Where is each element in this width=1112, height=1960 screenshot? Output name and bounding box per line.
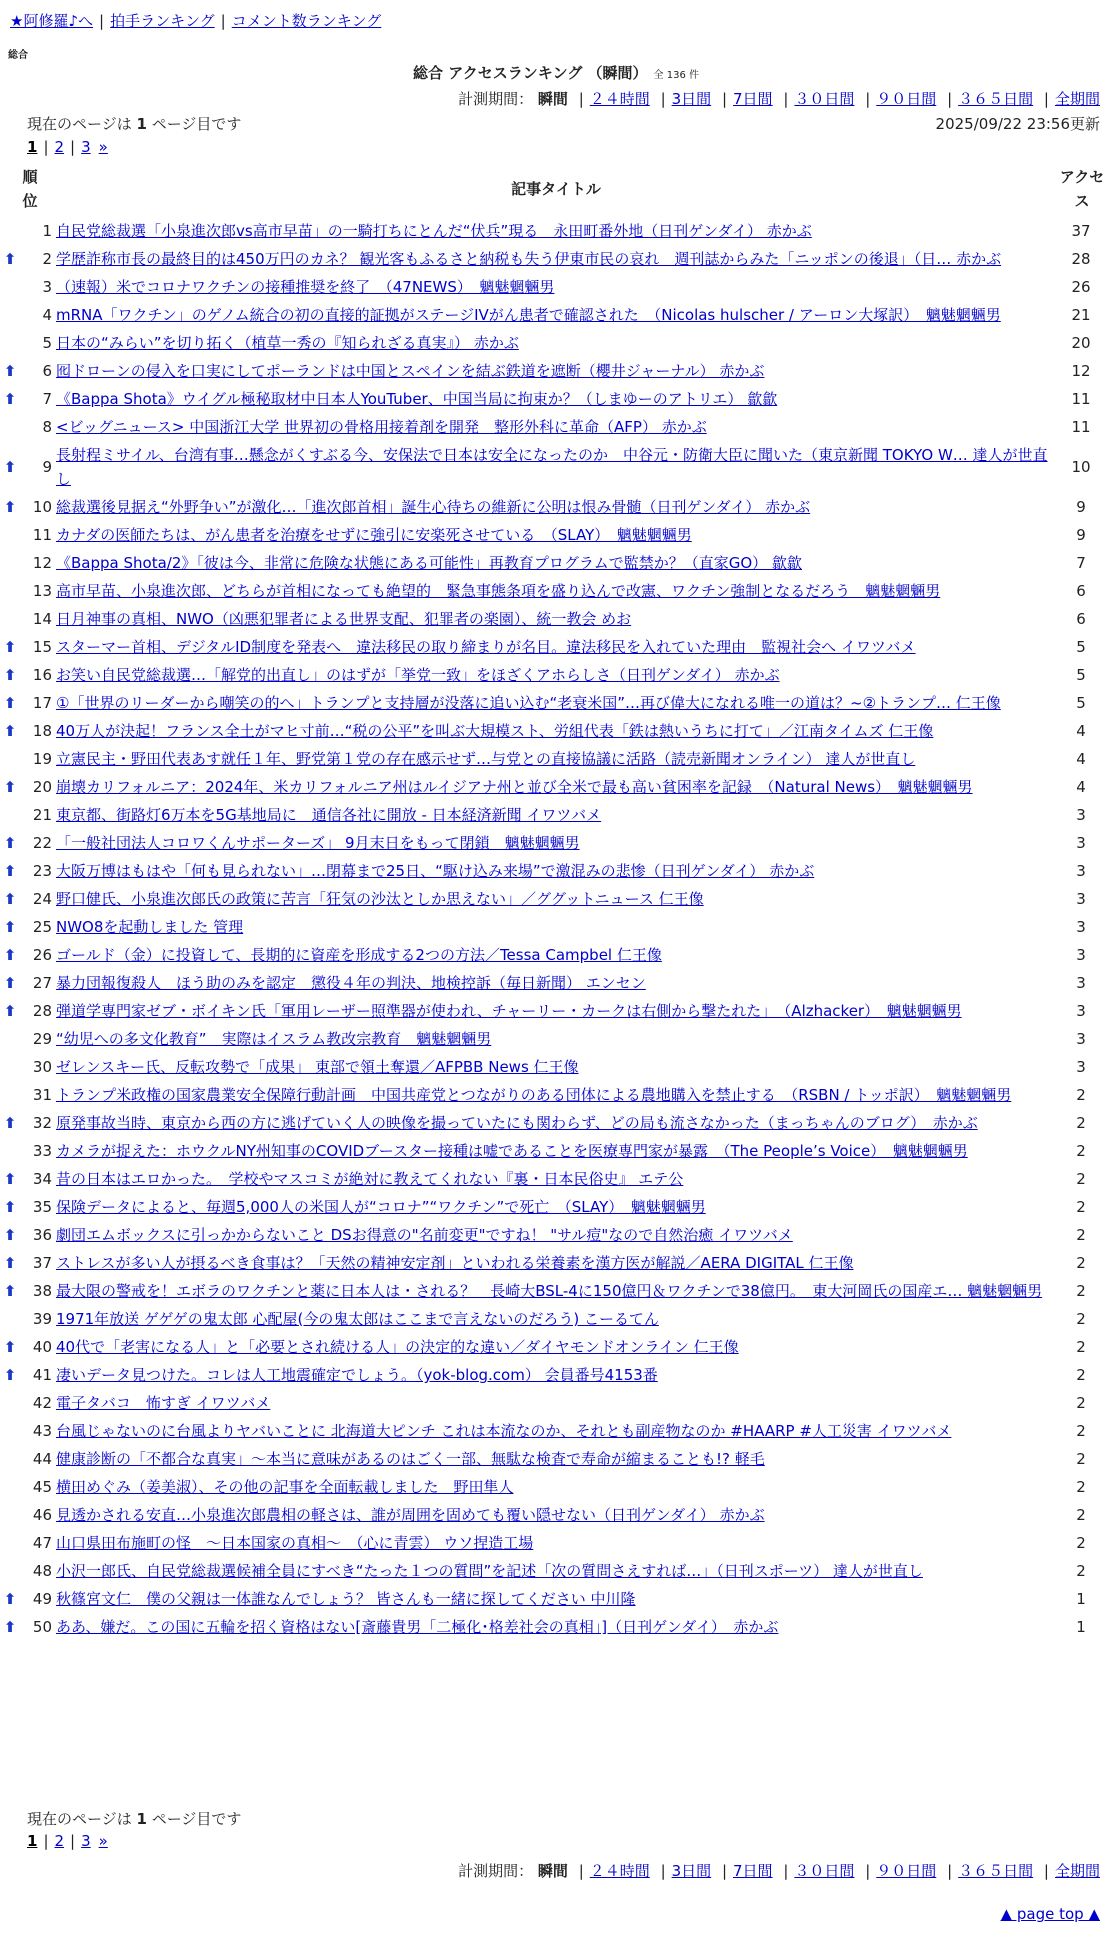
- period-separator: |: [721, 90, 728, 108]
- period-separator: |: [947, 90, 953, 108]
- table-row: [0, 1193, 1112, 1221]
- pager-next[interactable]: »: [98, 138, 108, 156]
- rank-up-arrow-icon: ⬆: [3, 834, 17, 852]
- period-separator: |: [1043, 1862, 1049, 1880]
- table-row: [0, 717, 1112, 745]
- rank-number: 27: [32, 974, 52, 992]
- rank-up-arrow-icon: ⬆: [3, 862, 17, 880]
- article-link[interactable]: 日月神事の真相、NWO（凶悪犯罪者による世界支配、犯罪者の楽園）、統一教会 めお: [56, 610, 632, 628]
- rank-number: 6: [42, 362, 52, 380]
- updated-timestamp: 2025/09/22 23:56更新: [935, 115, 1100, 133]
- ranking-table: [0, 217, 1112, 1641]
- access-count: 2: [1076, 1534, 1086, 1552]
- article-link[interactable]: 大阪万博はもはや「何も見られない」…閉幕まで25日、“駆け込み来場”で激混みの悲惨（日刊ゲンダイ） 赤かぶ: [56, 862, 815, 880]
- table-row: [0, 1221, 1112, 1249]
- article-link[interactable]: トランプ米政権の国家農業安全保障行動計画 中国共産党とつながりのある団体による農地購入を禁止する （RSBN / トッポ訳） 魑魅魍魎男: [56, 1086, 1012, 1104]
- access-count: 6: [1076, 582, 1086, 600]
- rank-number: 28: [32, 1002, 52, 1020]
- article-link[interactable]: 囮ドローンの侵入を口実にしてポーランドは中国とスペインを結ぶ鉄道を遮断（櫻井ジャーナル） 赤かぶ: [56, 362, 765, 380]
- article-link[interactable]: 長射程ミサイル、台湾有事…懸念がくすぶる今、安保法で日本は安全になったのか 中谷元・防衛大臣に聞いた（東京新聞 TOKYO W… 達人が世直し: [56, 446, 1048, 488]
- period-separator: |: [865, 1862, 871, 1880]
- rank-number: 23: [32, 862, 52, 880]
- period-separator: |: [578, 90, 584, 108]
- rank-up-arrow-icon: ⬆: [3, 1170, 17, 1188]
- article-link[interactable]: 崩壊カリフォルニア：2024年、米カリフォルニア州はルイジアナ州と並び全米で最も高い貧困率を記録 （Natural News） 魑魅魍魎男: [56, 778, 973, 796]
- access-count: 26: [1071, 278, 1091, 296]
- rank-number: 18: [32, 722, 52, 740]
- table-row: [0, 385, 1112, 413]
- access-count: 2: [1076, 1282, 1086, 1300]
- ranking-title: 総合 アクセスランキング （瞬間）: [413, 64, 648, 82]
- period-label: 計測期間：: [458, 1862, 534, 1880]
- table-row: [0, 1081, 1112, 1109]
- rank-number: 4: [42, 306, 52, 324]
- access-count: 2: [1076, 1506, 1086, 1524]
- table-row: [0, 1529, 1112, 1557]
- rank-up-arrow-icon: ⬆: [3, 390, 17, 408]
- table-row: [0, 1417, 1112, 1445]
- table-row: [0, 773, 1112, 801]
- header-rank: 順位: [22, 168, 38, 210]
- rank-number: 41: [32, 1366, 52, 1384]
- article-link[interactable]: 昔の日本はエロかった。 学校やマスコミが絶対に教えてくれない『裏・日本民俗史』 エテ公: [56, 1170, 684, 1188]
- article-link[interactable]: 劇団エムボックスに引っかからないこと DSお得意の"名前変更"ですね！ "サル痘"なので自然治癒 イワツバメ: [56, 1226, 793, 1244]
- period-link-30d[interactable]: ３０日間: [794, 1862, 855, 1880]
- access-count: 10: [1071, 458, 1091, 476]
- rank-up-arrow-icon: ⬆: [3, 694, 17, 712]
- rank-number: 26: [32, 946, 52, 964]
- period-link-24h[interactable]: ２４時間: [589, 90, 650, 108]
- article-link[interactable]: 《Bappa Shota/2》「彼は今、非常に危険な状態にある可能性」再教育プログラムで監禁か？（直家GO） 歙歙: [56, 554, 802, 572]
- access-count: 9: [1076, 526, 1086, 544]
- rank-number: 9: [42, 458, 52, 476]
- rank-up-arrow-icon: ⬆: [3, 890, 17, 908]
- access-count: 1: [1076, 1590, 1086, 1608]
- pager-separator: |: [43, 138, 49, 156]
- article-link[interactable]: 「一般社団法人コロワくんサポーターズ」 9月末日をもって閉鎖 魑魅魍魎男: [56, 834, 580, 852]
- access-count: 5: [1076, 666, 1086, 684]
- rank-number: 42: [32, 1394, 52, 1412]
- rank-number: 11: [32, 526, 52, 544]
- period-link-365d[interactable]: ３６５日間: [958, 90, 1034, 108]
- rank-number: 19: [32, 750, 52, 768]
- table-row: [0, 1305, 1112, 1333]
- article-link[interactable]: 《Bappa Shota》ウイグル極秘取材中日本人YouTuber、中国当局に拘束か？（しまゆーのアトリエ） 歙歙: [56, 390, 778, 408]
- rank-up-arrow-icon: ⬆: [3, 1002, 17, 1020]
- access-count: 2: [1076, 1562, 1086, 1580]
- rank-number: 50: [32, 1618, 52, 1636]
- table-row: [0, 493, 1112, 521]
- access-count: 3: [1076, 946, 1086, 964]
- rank-number: 20: [32, 778, 52, 796]
- article-link[interactable]: <ビッグニュース> 中国浙江大学 世界初の骨格用接着剤を開発 整形外科に革命（AFP） 赤かぶ: [56, 418, 707, 436]
- period-separator: |: [578, 1862, 584, 1880]
- article-link[interactable]: 総裁選後見据え“外野争い”が激化…「進次郎首相」誕生心待ちの維新に公明は恨み骨髄（日刊ゲンダイ） 赤かぶ: [56, 498, 811, 516]
- article-link[interactable]: 学歴詐称市長の最終目的は450万円のカネ？ 観光客もふるさと納税も失う伊東市民の哀れ 週刊誌からみた「ニッポンの後退」（日… 赤かぶ: [56, 250, 1002, 268]
- page-info-top: [27, 113, 241, 134]
- table-row: [0, 1389, 1112, 1417]
- rank-up-arrow-icon: ⬆: [3, 1590, 17, 1608]
- rank-number: 10: [32, 498, 52, 516]
- table-row: [0, 1249, 1112, 1277]
- period-link-24h[interactable]: ２４時間: [589, 1862, 650, 1880]
- access-count: 4: [1076, 778, 1086, 796]
- access-count: 3: [1076, 1030, 1086, 1048]
- period-link-90d[interactable]: ９０日間: [876, 90, 937, 108]
- period-link-365d[interactable]: ３６５日間: [958, 1862, 1034, 1880]
- table-row: [0, 1361, 1112, 1389]
- rank-up-arrow-icon: ⬆: [3, 946, 17, 964]
- article-link[interactable]: ゼレンスキー氏、反転攻勢で「成果」 東部で領土奪還／AFPBB News 仁王像: [56, 1058, 579, 1076]
- article-link[interactable]: 40代で「老害になる人」と「必要とされ続ける人」の決定的な違い／ダイヤモンドオンライン 仁王像: [56, 1338, 739, 1356]
- access-count: 3: [1076, 806, 1086, 824]
- access-count: 3: [1076, 890, 1086, 908]
- access-count: 2: [1076, 1366, 1086, 1384]
- rank-number: 7: [42, 390, 52, 408]
- page-info-suffix: ページ目です: [151, 1810, 242, 1828]
- article-link[interactable]: 山口県田布施町の怪 ～日本国家の真相～ （心に青雲） ウソ捏造工場: [56, 1534, 534, 1552]
- rank-number: 1: [42, 222, 52, 240]
- article-link[interactable]: （速報）米でコロナワクチンの接種推奨を終了 （47NEWS） 魑魅魍魎男: [56, 278, 555, 296]
- article-link[interactable]: ストレスが多い人が摂るべき食事は？「天然の精神安定剤」といわれる栄養素を漢方医が解説／AERA DIGITAL 仁王像: [56, 1254, 854, 1272]
- rank-number: 15: [32, 638, 52, 656]
- table-row: [0, 1025, 1112, 1053]
- period-separator: |: [1043, 90, 1049, 108]
- pager-current: 1: [27, 1832, 38, 1850]
- access-count: 2: [1076, 1114, 1086, 1132]
- rank-number: 40: [32, 1338, 52, 1356]
- rank-up-arrow-icon: ⬆: [3, 1198, 17, 1216]
- article-link[interactable]: 横田めぐみ（姜美淑）、その他の記事を全面転載しました 野田隼人: [56, 1478, 514, 1496]
- article-link[interactable]: 小沢一郎氏、自民党総裁選候補全員にすべき“たった１つの質問”を記述「次の質問さえすれば…」（日刊スポーツ） 達人が世直し: [56, 1562, 923, 1580]
- period-link-all[interactable]: 全期間: [1054, 90, 1100, 108]
- access-count: 2: [1076, 1142, 1086, 1160]
- period-link-3d[interactable]: 3日間: [671, 90, 712, 108]
- rank-number: 25: [32, 918, 52, 936]
- table-row: [0, 301, 1112, 329]
- table-row: [0, 245, 1112, 273]
- table-row: [0, 1585, 1112, 1613]
- period-separator: |: [865, 90, 871, 108]
- rank-number: 38: [32, 1282, 52, 1300]
- table-row: [0, 1109, 1112, 1137]
- rank-number: 32: [32, 1114, 52, 1132]
- table-row: [0, 997, 1112, 1025]
- pager-separator: |: [70, 138, 76, 156]
- article-link[interactable]: 台風じゃないのに台風よりヤバいことに 北海道大ピンチ これは本流なのか、それとも副産物なのか #HAARP #人工災害 イワツバメ: [56, 1422, 952, 1440]
- period-selector-top: [458, 88, 1100, 109]
- period-link-7d[interactable]: 7日間: [733, 1862, 773, 1880]
- rank-number: 5: [42, 334, 52, 352]
- rank-up-arrow-icon: ⬆: [3, 778, 17, 796]
- rank-number: 31: [32, 1086, 52, 1104]
- table-row: [0, 273, 1112, 301]
- article-link[interactable]: ①「世界のリーダーから嘲笑の的へ」トランプと支持層が没落に追い込む“老衰米国”…再び偉大になれる唯一の道は？~②トランプ… 仁王像: [56, 694, 1001, 712]
- access-count: 2: [1076, 1310, 1086, 1328]
- period-separator: |: [947, 1862, 953, 1880]
- article-link[interactable]: 最大限の警戒を！エボラのワクチンと薬に日本人は・される？ 長崎大BSL-4に150億円＆ワクチンで38億円。 東大河岡氏の国産エ… 魑魅魍魎男: [56, 1282, 1043, 1300]
- table-row: [0, 413, 1112, 441]
- rank-up-arrow-icon: ⬆: [3, 1226, 17, 1244]
- rank-up-arrow-icon: ⬆: [3, 666, 17, 684]
- access-count: 3: [1076, 1058, 1086, 1076]
- rank-number: 48: [32, 1562, 52, 1580]
- header-access: アクセス: [1059, 168, 1105, 210]
- article-link[interactable]: mRNA「ワクチン」のゲノム統合の初の直接的証拠がステージIVがん患者で確認された （Nicolas hulscher / アーロン大塚訳） 魑魅魍魎男: [56, 306, 1001, 324]
- table-row: [0, 1053, 1112, 1081]
- table-row: [0, 1445, 1112, 1473]
- table-row: [0, 801, 1112, 829]
- access-count: 4: [1076, 722, 1086, 740]
- nav-separator: |: [220, 12, 226, 30]
- table-row: [0, 745, 1112, 773]
- access-count: 12: [1071, 362, 1091, 380]
- period-link-7d[interactable]: 7日間: [733, 90, 773, 108]
- access-count: 3: [1076, 1002, 1086, 1020]
- table-row: [0, 661, 1112, 689]
- rank-number: 33: [32, 1142, 52, 1160]
- rank-number: 21: [32, 806, 52, 824]
- pager-separator: |: [43, 1832, 49, 1850]
- access-count: 2: [1076, 1170, 1086, 1188]
- access-count: 6: [1076, 610, 1086, 628]
- rank-up-arrow-icon: ⬆: [3, 918, 17, 936]
- access-count: 2: [1076, 1254, 1086, 1272]
- pager-link-2[interactable]: 2: [54, 138, 65, 156]
- table-row: [0, 1165, 1112, 1193]
- period-link-90d[interactable]: ９０日間: [876, 1862, 937, 1880]
- access-count: 11: [1071, 390, 1091, 408]
- article-link[interactable]: お笑い自民党総裁選…「解党的出直し」のはずが「挙党一致」をほざくアホらしさ（日刊ゲンダイ） 赤かぶ: [56, 666, 780, 684]
- access-count: 5: [1076, 694, 1086, 712]
- page-info-suffix: ページ目です: [151, 115, 242, 133]
- rank-up-arrow-icon: ⬆: [3, 1618, 17, 1636]
- table-row: [0, 913, 1112, 941]
- access-count: 2: [1076, 1226, 1086, 1244]
- period-link-30d[interactable]: ３０日間: [794, 90, 855, 108]
- access-count: 3: [1076, 974, 1086, 992]
- rank-up-arrow-icon: ⬆: [3, 1366, 17, 1384]
- clap-ranking-link[interactable]: 拍手ランキング: [110, 12, 215, 30]
- period-separator: |: [660, 1862, 666, 1880]
- pager-bottom: [27, 1832, 108, 1850]
- access-count: 2: [1076, 1198, 1086, 1216]
- category-tag: 総合: [8, 50, 28, 61]
- table-row: [0, 969, 1112, 997]
- access-count: 9: [1076, 498, 1086, 516]
- table-row: [0, 941, 1112, 969]
- access-count: 5: [1076, 638, 1086, 656]
- access-count: 1: [1076, 1618, 1086, 1636]
- table-row: [0, 521, 1112, 549]
- access-count: 2: [1076, 1422, 1086, 1440]
- rank-number: 8: [42, 418, 52, 436]
- pager-top: [27, 138, 108, 156]
- rank-up-arrow-icon: ⬆: [3, 1282, 17, 1300]
- article-link[interactable]: カメラが捉えた：ホウクルNY州知事のCOVIDブースター接種は嘘であることを医療専門家が暴露 （The People’s Voice） 魑魅魍魎男: [56, 1142, 968, 1160]
- access-count: 21: [1071, 306, 1091, 324]
- pager-next[interactable]: »: [98, 1832, 108, 1850]
- page-info-number: 1: [136, 1810, 147, 1828]
- article-link[interactable]: 暴力団報復殺人 ほう助のみを認定 懲役４年の判決、地検控訴（毎日新聞） エンセン: [56, 974, 646, 992]
- rank-number: 13: [32, 582, 52, 600]
- article-link[interactable]: 40万人が決起！フランス全土がマヒ寸前…“税の公平”を叫ぶ大規模スト、労組代表「鉄は熱いうちに打て」／江南タイムズ 仁王像: [56, 722, 934, 740]
- header-title: 記事タイトル: [511, 180, 601, 198]
- period-link-all[interactable]: 全期間: [1054, 1862, 1100, 1880]
- page-title: [0, 62, 1112, 83]
- access-count: 2: [1076, 1478, 1086, 1496]
- rank-number: 49: [32, 1590, 52, 1608]
- article-link[interactable]: 保険データによると、毎週5,000人の米国人が“コロナ”“ワクチン”で死亡 （SLAY） 魑魅魍魎男: [56, 1198, 706, 1216]
- home-link[interactable]: ★阿修羅♪へ: [10, 12, 94, 30]
- access-count: 37: [1071, 222, 1091, 240]
- article-link[interactable]: 自民党総裁選「小泉進次郎vs高市早苗」の一騎打ちにとんだ“伏兵”現る 永田町番外地（日刊ゲンダイ） 赤かぶ: [56, 222, 812, 240]
- table-row: [0, 633, 1112, 661]
- pager-link-3[interactable]: 3: [81, 138, 91, 156]
- article-link[interactable]: スターマー首相、デジタルID制度を発表へ 違法移民の取り締まりが名目。違法移民を入れていた理由 監視社会へ イワツバメ: [56, 638, 916, 656]
- table-row: [0, 549, 1112, 577]
- rank-number: 16: [32, 666, 52, 684]
- rank-number: 22: [32, 834, 52, 852]
- article-link[interactable]: 秋篠宮文仁 僕の父親は一体誰なんでしょう？ 皆さんも一緒に探してください 中川隆: [56, 1590, 636, 1608]
- access-count: 3: [1076, 918, 1086, 936]
- rank-number: 3: [42, 278, 52, 296]
- article-link[interactable]: 立憲民主・野田代表あす就任１年、野党第１党の存在感示せず…与党との直接協議に活路（読売新聞オンライン） 達人が世直し: [56, 750, 916, 768]
- article-link[interactable]: 凄いデータ見つけた。コレは人工地震確定でしょう。（yok-blog.com） 会員番号4153番: [56, 1366, 658, 1384]
- article-link[interactable]: ああ、嫌だ。この国に五輪を招く資格はない[斎藤貴男「二極化･格差社会の真相」]（日刊ゲンダイ） 赤かぶ: [56, 1618, 779, 1636]
- page-top-link[interactable]: ▲ page top ▲: [1000, 1905, 1100, 1923]
- rank-up-arrow-icon: ⬆: [3, 1114, 17, 1132]
- period-link-3d[interactable]: 3日間: [671, 1862, 712, 1880]
- article-link[interactable]: 原発事故当時、東京から西の方に逃げていく人の映像を撮っていたにも関わらず、どの局も流さなかった（まっちゃんのブログ） 赤かぶ: [56, 1114, 978, 1132]
- article-link[interactable]: ゴールド（金）に投資して、長期的に資産を形成する2つの方法／Tessa Campbel 仁王像: [56, 946, 662, 964]
- rank-up-arrow-icon: ⬆: [3, 362, 17, 380]
- access-count: 2: [1076, 1450, 1086, 1468]
- table-row: [0, 1501, 1112, 1529]
- rank-number: 46: [32, 1506, 52, 1524]
- table-row: [0, 1333, 1112, 1361]
- rank-number: 24: [32, 890, 52, 908]
- page-info-number: 1: [136, 115, 147, 133]
- period-separator: |: [783, 90, 789, 108]
- article-link[interactable]: 高市早苗、小泉進次郎、どちらが首相になっても絶望的 緊急事態条項を盛り込んで改憲、ワクチン強制となるだろう 魑魅魍魎男: [56, 582, 941, 600]
- access-count: 7: [1076, 554, 1086, 572]
- access-count: 11: [1071, 418, 1091, 436]
- access-count: 4: [1076, 750, 1086, 768]
- period-selector-bottom: [458, 1860, 1100, 1881]
- table-row: [0, 885, 1112, 913]
- rank-number: 43: [32, 1422, 52, 1440]
- article-link[interactable]: 見透かされる安直…小泉進次郎農相の軽さは、誰が周囲を固めても覆い隠せない（日刊ゲンダイ） 赤かぶ: [56, 1506, 765, 1524]
- period-current: 瞬間: [537, 1862, 568, 1880]
- table-row: [0, 577, 1112, 605]
- pager-link-2[interactable]: 2: [54, 1832, 65, 1850]
- access-count: 2: [1076, 1086, 1086, 1104]
- table-row: [0, 1277, 1112, 1305]
- rank-number: 47: [32, 1534, 52, 1552]
- table-row: [0, 217, 1112, 245]
- rank-number: 34: [32, 1170, 52, 1188]
- page-info-prefix: 現在のページは: [27, 1810, 132, 1828]
- table-row: [0, 1473, 1112, 1501]
- table-row: [0, 329, 1112, 357]
- rank-up-arrow-icon: ⬆: [3, 638, 17, 656]
- article-link[interactable]: 東京都、街路灯6万本を5G基地局に 通信各社に開放 - 日本経済新聞 イワツバメ: [56, 806, 602, 824]
- article-link[interactable]: NWO8を起動しました 管理: [56, 918, 244, 936]
- rank-number: 17: [32, 694, 52, 712]
- article-link[interactable]: 日本の“みらい”を切り拓く（植草一秀の『知られざる真実』） 赤かぶ: [56, 334, 519, 352]
- rank-up-arrow-icon: ⬆: [3, 250, 17, 268]
- article-link[interactable]: 弾道学専門家ゼブ・ボイキン氏「軍用レーザー照準器が使われ、チャーリー・カークは右側から撃たれた」 （Alzhacker） 魑魅魍魎男: [56, 1002, 962, 1020]
- rank-number: 44: [32, 1450, 52, 1468]
- access-count: 2: [1076, 1394, 1086, 1412]
- pager-separator: |: [70, 1832, 76, 1850]
- pager-link-3[interactable]: 3: [81, 1832, 91, 1850]
- period-separator: |: [783, 1862, 789, 1880]
- table-row: [0, 857, 1112, 885]
- article-link[interactable]: 1971年放送 ゲゲゲの鬼太郎 心配屋(今の鬼太郎はここまで言えないのだろう) こーるてん: [56, 1310, 659, 1328]
- rank-up-arrow-icon: ⬆: [3, 1338, 17, 1356]
- page-info-prefix: 現在のページは: [27, 115, 132, 133]
- period-separator: |: [660, 90, 666, 108]
- rank-number: 39: [32, 1310, 52, 1328]
- period-current: 瞬間: [537, 90, 568, 108]
- table-row: [0, 829, 1112, 857]
- rank-number: 14: [32, 610, 52, 628]
- period-separator: |: [721, 1862, 728, 1880]
- rank-up-arrow-icon: ⬆: [3, 498, 17, 516]
- table-row: [0, 441, 1112, 493]
- article-link[interactable]: “幼児への多文化教育” 実際はイスラム教改宗教育 魑魅魍魎男: [56, 1030, 492, 1048]
- rank-number: 36: [32, 1226, 52, 1244]
- rank-number: 30: [32, 1058, 52, 1076]
- article-link[interactable]: 健康診断の「不都合な真実」～本当に意味があるのはごく一部、無駄な検査で寿命が縮まることも!? 軽毛: [56, 1450, 765, 1468]
- rank-up-arrow-icon: ⬆: [3, 458, 17, 476]
- rank-up-arrow-icon: ⬆: [3, 974, 17, 992]
- article-link[interactable]: 電子タバコ 怖すぎ イワツバメ: [56, 1394, 271, 1412]
- total-count: 全 136 件: [653, 70, 699, 81]
- rank-up-arrow-icon: ⬆: [3, 1254, 17, 1272]
- comment-ranking-link[interactable]: コメント数ランキング: [231, 12, 382, 30]
- access-count: 3: [1076, 834, 1086, 852]
- access-count: 28: [1071, 250, 1091, 268]
- table-row: [0, 689, 1112, 717]
- rank-number: 45: [32, 1478, 52, 1496]
- access-count: 20: [1071, 334, 1091, 352]
- rank-number: 29: [32, 1030, 52, 1048]
- period-label: 計測期間：: [458, 90, 534, 108]
- rank-number: 12: [32, 554, 52, 572]
- table-row: [0, 1613, 1112, 1641]
- table-row: [0, 357, 1112, 385]
- pager-current: 1: [27, 138, 38, 156]
- page-info-bottom: [27, 1808, 241, 1829]
- table-row: [0, 1137, 1112, 1165]
- access-count: 2: [1076, 1338, 1086, 1356]
- nav-separator: |: [99, 12, 105, 30]
- rank-up-arrow-icon: ⬆: [3, 722, 17, 740]
- table-row: [0, 1557, 1112, 1585]
- rank-number: 2: [42, 250, 52, 268]
- rank-number: 35: [32, 1198, 52, 1216]
- top-nav: [10, 10, 381, 31]
- rank-number: 37: [32, 1254, 52, 1272]
- article-link[interactable]: カナダの医師たちは、がん患者を治療をせずに強引に安楽死させている （SLAY） 魑魅魍魎男: [56, 526, 692, 544]
- access-count: 3: [1076, 862, 1086, 880]
- article-link[interactable]: 野口健氏、小泉進次郎氏の政策に苦言「狂気の沙汰としか思えない」／ググットニュース 仁王像: [56, 890, 704, 908]
- table-row: [0, 605, 1112, 633]
